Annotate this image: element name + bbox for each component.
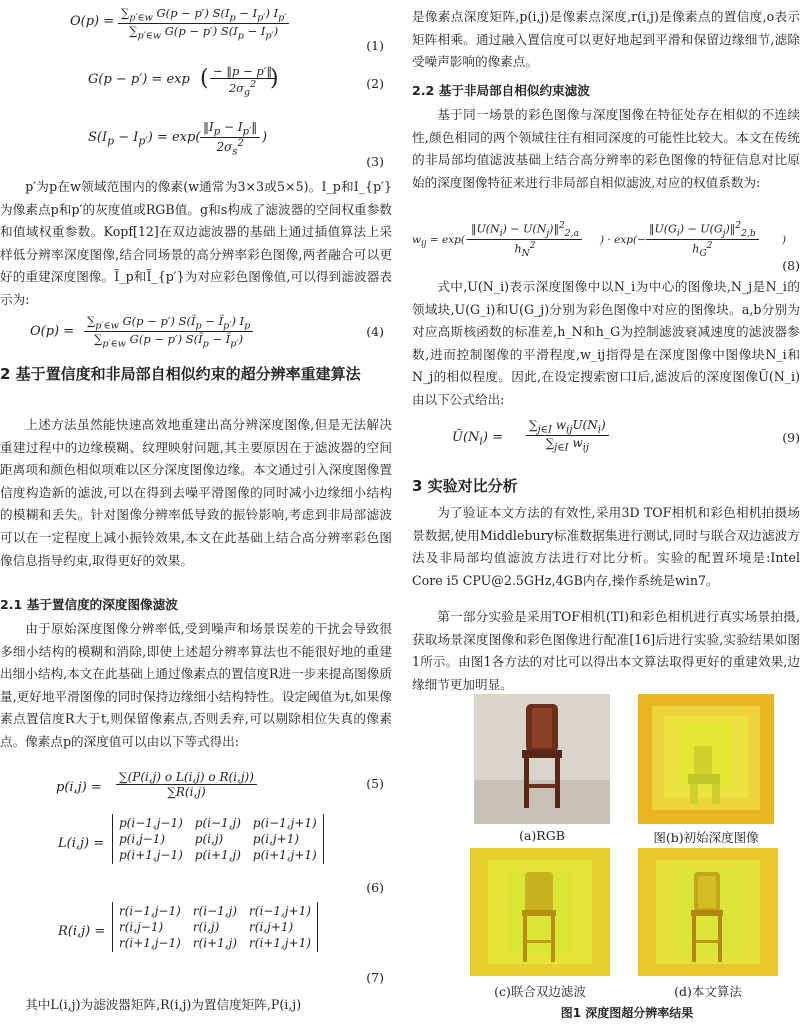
R-matrix-cell: r(i,j−1) xyxy=(119,920,164,934)
figure-a-label: (a)RGB xyxy=(519,828,565,843)
L-matrix-cell: p(i,j−1) xyxy=(119,832,166,846)
figure-d-label: (d)本文算法 xyxy=(674,984,742,999)
L-matrix-cell: p(i,j) xyxy=(194,832,224,846)
L-matrix-cell: p(i−1,j+1) xyxy=(252,816,317,830)
figure-d-proposed-method-image xyxy=(638,848,778,976)
equation-5: p(i,j) = $\frac{\text{∑(P(i,j) o L(i,j) o R(i,j))}}{\sum R(i,j)}$ (5) xyxy=(56,770,384,799)
R-matrix-cell: r(i+1,j) xyxy=(192,936,238,950)
L-matrix-cell: p(i−1,j−1) xyxy=(119,816,183,830)
equation-6: L(i,j) = p(i−1,j−1) p(i−1,j) p(i−1,j+1) p(i,j−1) p(i,j) p(i,j+1) p(i+1,j−1) p(i+1,j) p(i+1,j+1) (6) xyxy=(58,816,384,895)
subsection-heading-2-1: 2.1 基于置信度的深度图像滤波 xyxy=(0,597,178,612)
paragraph-confidence: 由于原始深度图像分辨率低,受到噪声和场景误差的干扰会导致很多细小结构的模糊和消除,即使上述超分辨率算法也不能很好地的重建出细小结构,本文在此基础上通过像素点的置信度R进一步来提高图像质量,更好地平滑图像的同时保持边缘细小结构特性。设定阈值为t,如果像素点置信度R大于t,则保留像素点,否则丢弃,可以剔除相位失真的像素点。像素点p的深度值可以由以下等式得出: xyxy=(0,621,392,749)
paragraph-experiment-setup: 为了验证本文方法的有效性,采用3D TOF相机和彩色相机拍摄场景数据,使用Middlebury标准数据集进行测试,同时与联合双边滤波方法及非局部均值滤波方法进行对比分析。实验的配置环境是:Intel Core i5 CPU@2.5GHz,4GB内存,操作系统是win7。 xyxy=(412,505,800,588)
L-matrix-cell: p(i+1,j) xyxy=(194,848,241,862)
L-matrix-cell: p(i−1,j) xyxy=(194,816,241,830)
section-heading-2: 2 基于置信度和非局部自相似约束的超分辨率重建算法 xyxy=(0,365,361,383)
equation-1: O(p) = $\frac{\sum_{p'\in w} G(p - p') S(I_p - I_{p'}) I_{p'}}{\sum_{p'\in w} G(p - p') S(I_p - I_{p'})}$ (1) xyxy=(70,6,384,53)
L-matrix-cell: p(i+1,j−1) xyxy=(119,848,183,862)
R-matrix-cell: r(i,j+1) xyxy=(249,920,294,934)
paragraph-matrix-desc: 其中L(i,j)为滤波器矩阵,R(i,j)为置信度矩阵,P(i,j) xyxy=(25,997,302,1012)
eq1-number: (1) xyxy=(366,38,384,53)
paragraph-section2-intro: 上述方法虽然能快速高效地重建出高分辨深度图像,但是无法解决重建过程中的边缘模糊、纹理映射问题,其主要原因在于滤波器的空间距离项和颜色相似项难以区分深度图像边缘。本文通过引入深度图像置信度构造新的滤波,可以在得到去噪平滑图像的同时减小边缘细小结构的模糊和丢失。针对图像分辨率低导致的振铃影响,考虑到非局部滤波可以在一定程度上减小振铃效果,本文在此基础上结合高分辨率彩色图像信息指导约束,取得更好的效果。 xyxy=(0,417,392,568)
R-matrix-cell: r(i−1,j+1) xyxy=(249,904,311,918)
R-matrix-cell: r(i+1,j−1) xyxy=(119,936,181,950)
equation-2: G(p − p′) = exp ( $\frac{- ‖p - p'‖}{2\sigma_g^2}$ ) (2) xyxy=(88,64,384,99)
eq6-number: (6) xyxy=(366,880,384,895)
equation-3: $S(I_p - I_{p'}) = \exp$( $\frac{‖I_p - I_{p'}‖}{2\sigma_s^2}$ ) (3) xyxy=(88,120,384,169)
R-matrix xyxy=(112,902,318,952)
equation-8: $w_{ij} = \exp(-$ $\frac{‖U(N_i) - U(N_j)‖^2_{2,a}}{h_N^2}$ ) · exp(− $\frac{‖U(G_i) - U(G_j)‖^2_{2,b}}{h_G^2}$ ) (8) xyxy=(412,220,800,273)
eq3-number: (3) xyxy=(366,154,384,169)
paragraph-notation: 式中,U(N_i)表示深度图像中以N_i为中心的图像块,N_j是N_i的领域块,U(G_i)和U(G_j)分别为彩色图像中对应的图像块。a,b分别为对应高斯核函数的标准差,h_N和h_G为控制滤波衰减速度的滤波器参数,进而控制图像的平滑程度,w_ij指得是在深度图像中图像块N_i和N_j的相似程度。因此,在设定搜索窗口I后,滤波后的深度图像Ũ(N_i)由以下公式给出: xyxy=(412,279,800,407)
eq8-number: (8) xyxy=(782,258,800,273)
figure-b-label: 图(b)初始深度图像 xyxy=(653,830,759,845)
L-matrix-cell: p(i,j+1) xyxy=(252,832,300,846)
R-matrix-cell: r(i+1,j+1) xyxy=(249,936,311,950)
equation-4: O(p) = $\frac{\sum_{p'\in w} G(p - p') S(Ĩ_p - Ĩ_{p'}) I_p}{\sum_{p'\in w} G(p - p') S(Ĩ_p - Ĩ_{p'})}$ (4) xyxy=(30,314,384,350)
figure-1-caption: 图1 深度图超分辨率结果 xyxy=(560,1006,694,1020)
R-matrix-cell: r(i−1,j−1) xyxy=(119,904,181,918)
figure-c-label: (c)联合双边滤波 xyxy=(494,984,586,999)
paragraph-filter-desc: p′为p在w领域范围内的像素(w通常为3×3或5×5)。I_p和I_{p′}为像素点p和p′的灰度值或RGB值。g和s构成了滤波器的空间权重参数和值域权重参数。Kopf[12]在双边滤波器的基础上通过插值算法上采样低分辨率深度图像,结合同场景的高分辨率彩色图像,两者融合可以更好的重建深度图像。Ĩ_p和Ĩ_{p′}为对应彩色图像值,可以得到滤波器表示为: xyxy=(0,179,392,307)
R-matrix-cell: r(i,j) xyxy=(192,920,220,934)
equation-7: R(i,j) = r(i−1,j−1) r(i−1,j) r(i−1,j+1) r(i,j−1) r(i,j) r(i,j+1) r(i+1,j−1) r(i+1,j) r(i+1,j+1) (7) xyxy=(58,904,384,985)
eq4-number: (4) xyxy=(366,324,384,339)
paragraph-nonlocal: 基于同一场景的彩色图像与深度图像在特征处存在相似的不连续性,颜色相同的两个领域往往有相同深度的可能性比较大。本文在传统的非局部均值滤波基础上结合高分辨率的彩色图像的特征信息对比原始的深度图像特征来进行非局部自相似滤波,对应的权值系数为: xyxy=(412,107,800,190)
eq9-number: (9) xyxy=(782,430,800,445)
equation-9: $Ũ(N_i)$ = $\sum_{j\in I}$ $w_{ij}U(N_i)$ $\sum_{j\in I}$ $w_{ij}$ (9) xyxy=(452,418,800,454)
figure-b-initial-depth-image xyxy=(638,694,774,824)
subsection-heading-2-2: 2.2 基于非局部自相似约束滤波 xyxy=(412,83,590,98)
figure-c-joint-bilateral-image xyxy=(470,848,610,976)
R-matrix-cell: r(i−1,j) xyxy=(192,904,238,918)
eq5-number: (5) xyxy=(366,776,384,791)
L-matrix-cell: p(i+1,j+1) xyxy=(252,848,317,862)
eq7-number: (7) xyxy=(366,970,384,985)
L-matrix xyxy=(112,814,324,864)
eq2-number: (2) xyxy=(366,76,384,91)
paragraph-matrix-desc-cont: 是像素点深度矩阵,p(i,j)是像素点深度,r(i,j)是像素点的置信度,o表示矩阵相乘。通过融入置信度可以更好地起到平滑和保留边缘细节,滤除受噪声影响的像素点。 xyxy=(412,9,800,70)
section-heading-3: 3 实验对比分析 xyxy=(412,477,518,495)
paragraph-experiment-results: 第一部分实验是采用TOF相机(TI)和彩色相机进行真实场景拍摄,获取场景深度图像和彩色图像进行配准[16]后进行实验,实验结果如图1所示。由图1各方法的对比可以得出本文算法取得更好的重建效果,边缘细节更加明显。 xyxy=(412,609,800,692)
figure-a-rgb-image xyxy=(474,694,610,824)
